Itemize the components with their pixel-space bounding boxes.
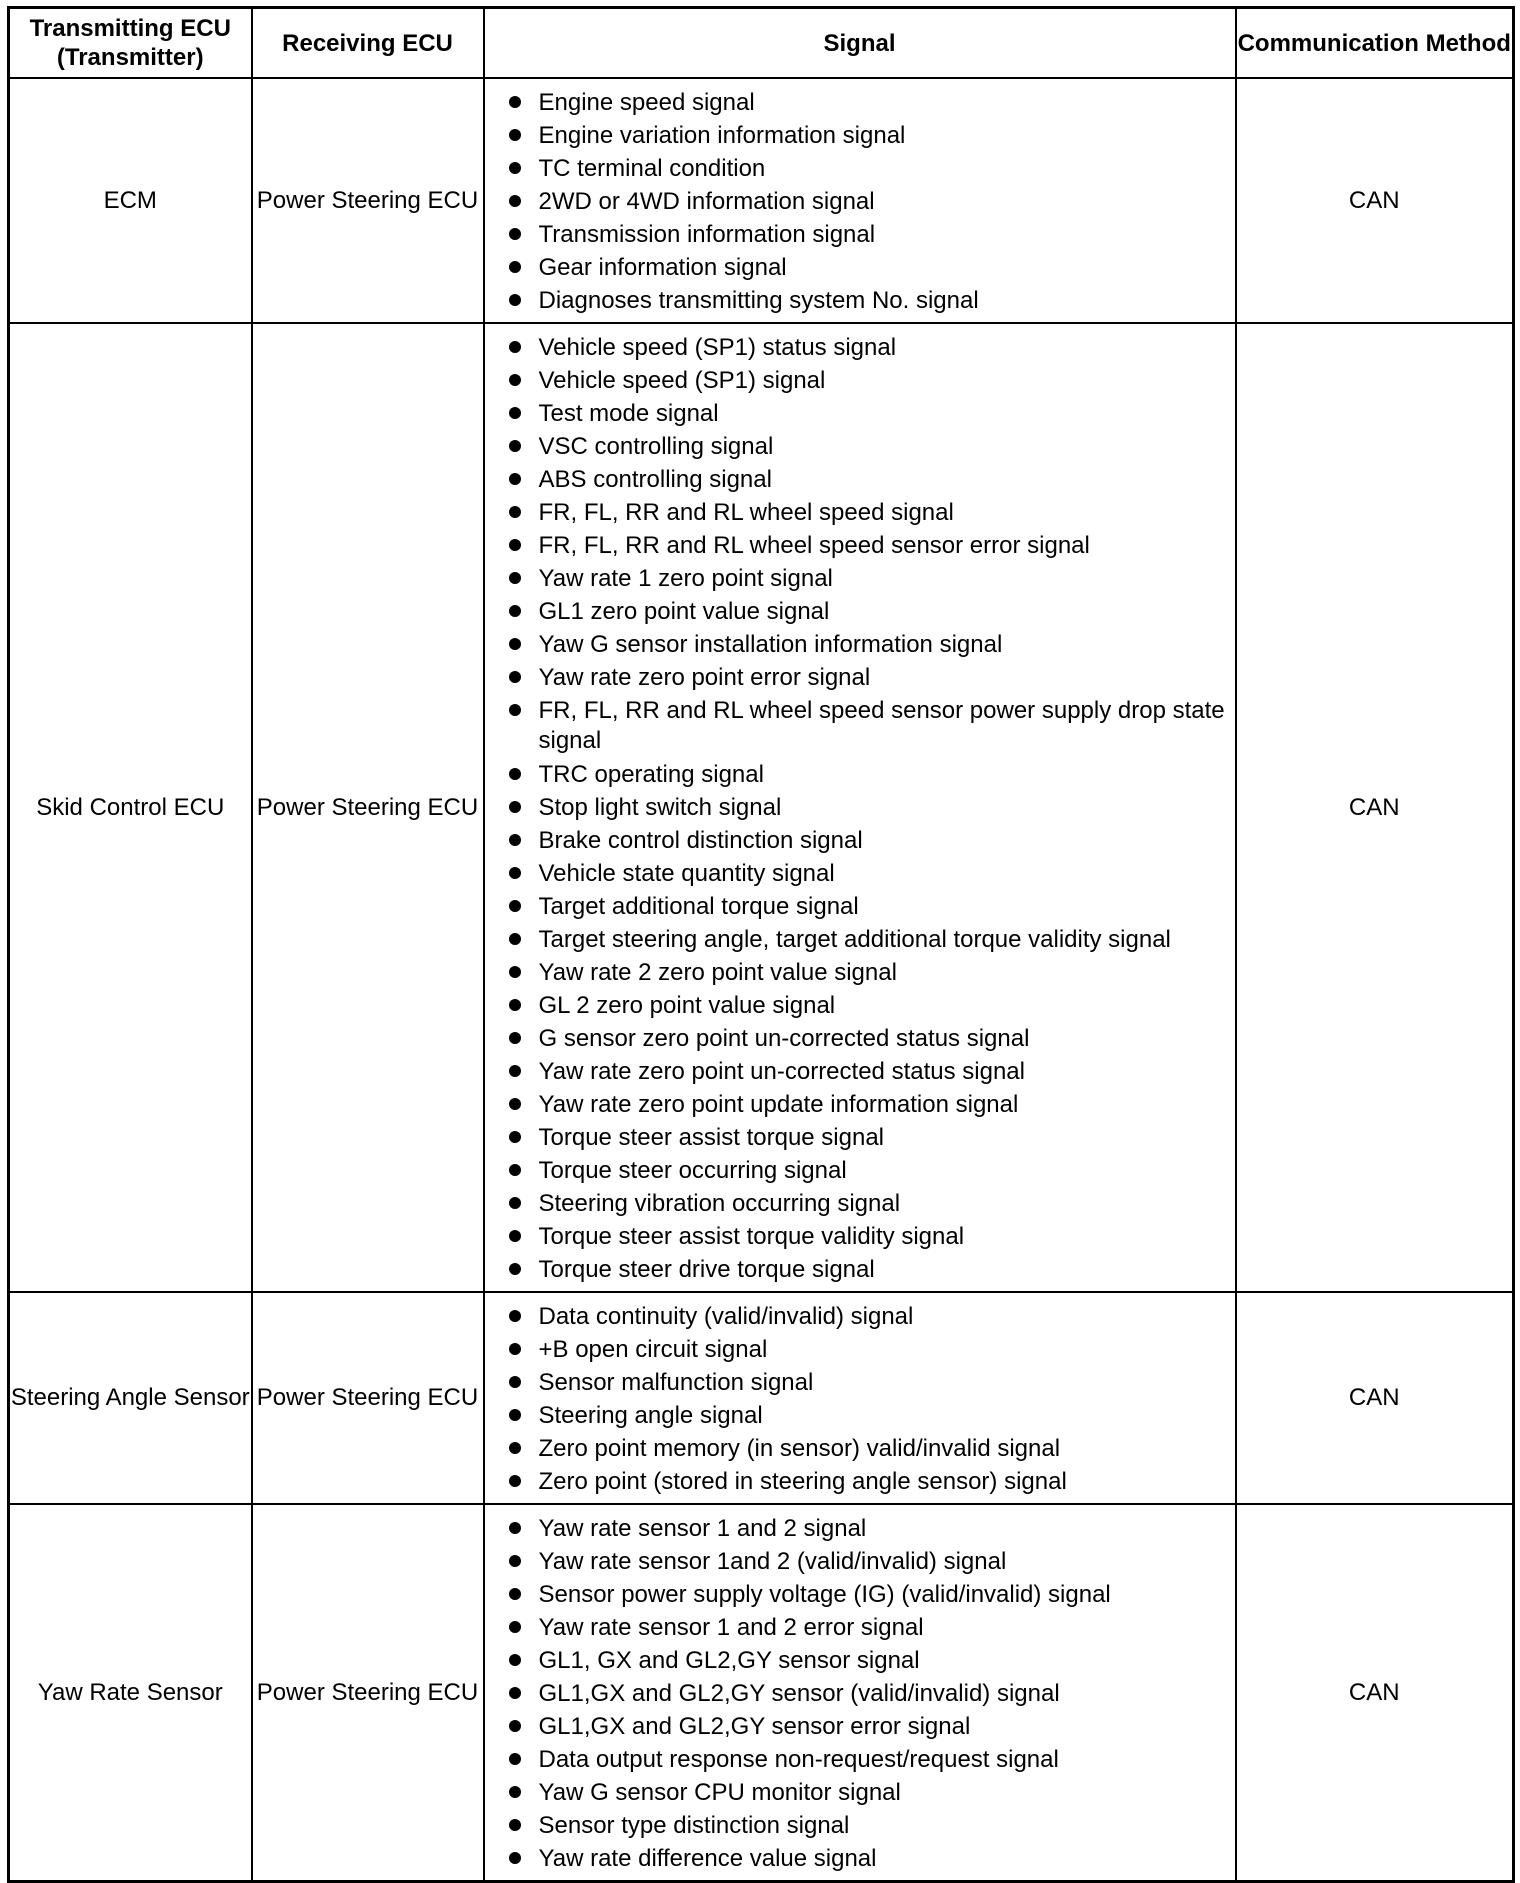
transmitter-cell: ECM [9, 78, 252, 323]
bullet-icon [509, 605, 521, 617]
table-row [9, 78, 1514, 323]
signal-text: Gear information signal [538, 254, 787, 281]
signal-text: Yaw rate difference value signal [538, 1845, 877, 1872]
bullet-icon [509, 1310, 521, 1322]
bullet-icon [509, 638, 521, 650]
list-item [509, 1611, 1227, 1644]
list-item [509, 628, 1227, 661]
bullet-icon [509, 294, 521, 306]
list-item [509, 529, 1227, 562]
signal-text: ABS controlling signal [538, 466, 772, 493]
transmitter-cell: Yaw Rate Sensor [9, 1504, 252, 1882]
list-item [509, 824, 1227, 857]
signal-text: Vehicle speed (SP1) signal [538, 367, 826, 394]
signal-text: FR, FL, RR and RL wheel speed signal [538, 499, 954, 526]
list-item [509, 758, 1227, 791]
signal-cell [484, 1504, 1236, 1882]
bullet-icon [509, 1376, 521, 1388]
signal-text: GL1,GX and GL2,GY sensor (valid/invalid) signal [538, 1680, 1060, 1707]
receiver-cell: Power Steering ECU [252, 1504, 484, 1882]
signal-text: Sensor type distinction signal [538, 1812, 850, 1839]
bullet-icon [509, 539, 521, 551]
list-item [509, 1432, 1227, 1465]
signal-text: GL1, GX and GL2,GY sensor signal [538, 1647, 920, 1674]
bullet-icon [509, 572, 521, 584]
list-item [509, 1677, 1227, 1710]
signal-list [485, 1505, 1235, 1880]
communication-table [7, 6, 1515, 1883]
signal-text: Yaw rate zero point error signal [538, 664, 871, 691]
method-cell: CAN [1236, 78, 1514, 323]
bullet-icon [509, 867, 521, 879]
bullet-icon [509, 129, 521, 141]
bullet-icon [509, 1164, 521, 1176]
list-item [509, 1187, 1227, 1220]
transmitter-cell: Skid Control ECU [9, 323, 252, 1292]
bullet-icon [509, 1197, 521, 1209]
bullet-icon [509, 801, 521, 813]
list-item [509, 1366, 1227, 1399]
bullet-icon [509, 768, 521, 780]
bullet-icon [509, 966, 521, 978]
list-item [509, 956, 1227, 989]
list-item [509, 218, 1227, 251]
signal-text: Zero point (stored in steering angle sensor) signal [538, 1468, 1067, 1495]
bullet-icon [509, 96, 521, 108]
signal-text: VSC controlling signal [538, 433, 774, 460]
bullet-icon [509, 407, 521, 419]
receiver-cell: Power Steering ECU [252, 1292, 484, 1504]
signal-list [485, 79, 1235, 322]
signal-text: Steering angle signal [538, 1402, 763, 1429]
list-item [509, 1842, 1227, 1875]
table-row [9, 1292, 1514, 1504]
list-item [509, 989, 1227, 1022]
signal-text: Torque steer occurring signal [538, 1157, 847, 1184]
list-item [509, 1121, 1227, 1154]
bullet-icon [509, 1753, 521, 1765]
list-item [509, 791, 1227, 824]
list-item [509, 1710, 1227, 1743]
list-item [509, 251, 1227, 284]
bullet-icon [509, 1263, 521, 1275]
signal-text: Stop light switch signal [538, 794, 782, 821]
bullet-icon [509, 1588, 521, 1600]
signal-text: Transmission information signal [538, 221, 876, 248]
bullet-icon [509, 1654, 521, 1666]
signal-text: FR, FL, RR and RL wheel speed sensor power supply drop state signal [538, 697, 1225, 754]
signal-text: Torque steer assist torque validity signal [538, 1223, 965, 1250]
bullet-icon [509, 1098, 521, 1110]
bullet-icon [509, 162, 521, 174]
list-item [509, 595, 1227, 628]
header-method: Communication Method [1236, 8, 1514, 79]
signal-text: Diagnoses transmitting system No. signal [538, 287, 979, 314]
signal-text: Sensor malfunction signal [538, 1369, 814, 1396]
signal-text: Yaw rate sensor 1 and 2 signal [538, 1515, 867, 1542]
receiver-cell: Power Steering ECU [252, 78, 484, 323]
list-item [509, 1055, 1227, 1088]
method-cell: CAN [1236, 1504, 1514, 1882]
signal-text: Target additional torque signal [538, 893, 859, 920]
header-signal: Signal [484, 8, 1236, 79]
bullet-icon [509, 1852, 521, 1864]
list-item [509, 1154, 1227, 1187]
list-item [509, 1333, 1227, 1366]
list-item [509, 1776, 1227, 1809]
signal-text: TC terminal condition [538, 155, 766, 182]
list-item [509, 923, 1227, 956]
list-item [509, 562, 1227, 595]
signal-text: Target steering angle, target additional torque validity signal [538, 926, 1171, 953]
list-item [509, 1809, 1227, 1842]
bullet-icon [509, 473, 521, 485]
signal-text: G sensor zero point un-corrected status signal [538, 1025, 1030, 1052]
bullet-icon [509, 1065, 521, 1077]
bullet-icon [509, 506, 521, 518]
list-item [509, 1578, 1227, 1611]
table-row [9, 1504, 1514, 1882]
header-row [9, 8, 1514, 79]
signal-text: FR, FL, RR and RL wheel speed sensor error signal [538, 532, 1090, 559]
bullet-icon [509, 1230, 521, 1242]
list-item [509, 1220, 1227, 1253]
signal-text: +B open circuit signal [538, 1336, 768, 1363]
list-item [509, 1644, 1227, 1677]
table-row [9, 323, 1514, 1292]
bullet-icon [509, 1786, 521, 1798]
list-item [509, 284, 1227, 317]
signal-text: GL1 zero point value signal [538, 598, 830, 625]
list-item [509, 694, 1227, 758]
transmitter-cell: Steering Angle Sensor [9, 1292, 252, 1504]
signal-text: GL1,GX and GL2,GY sensor error signal [538, 1713, 971, 1740]
list-item [509, 364, 1227, 397]
signal-text: Vehicle speed (SP1) status signal [538, 334, 897, 361]
signal-cell [484, 1292, 1236, 1504]
list-item [509, 185, 1227, 218]
signal-list [485, 324, 1235, 1291]
signal-list [485, 1293, 1235, 1503]
list-item [509, 857, 1227, 890]
signal-text: Yaw rate sensor 1 and 2 error signal [538, 1614, 924, 1641]
bullet-icon [509, 341, 521, 353]
signal-text: Brake control distinction signal [538, 827, 863, 854]
bullet-icon [509, 228, 521, 240]
signal-text: Zero point memory (in sensor) valid/invalid signal [538, 1435, 1061, 1462]
receiver-cell: Power Steering ECU [252, 323, 484, 1292]
bullet-icon [509, 261, 521, 273]
signal-text: TRC operating signal [538, 761, 764, 788]
signal-text: Yaw rate zero point update information signal [538, 1091, 1019, 1118]
bullet-icon [509, 1343, 521, 1355]
signal-text: Test mode signal [538, 400, 719, 427]
signal-text: Data continuity (valid/invalid) signal [538, 1303, 914, 1330]
list-item [509, 152, 1227, 185]
signal-text: Yaw rate 2 zero point value signal [538, 959, 897, 986]
bullet-icon [509, 1131, 521, 1143]
list-item [509, 1465, 1227, 1498]
list-item [509, 1088, 1227, 1121]
bullet-icon [509, 440, 521, 452]
list-item [509, 1022, 1227, 1055]
bullet-icon [509, 195, 521, 207]
signal-cell [484, 323, 1236, 1292]
signal-text: Vehicle state quantity signal [538, 860, 835, 887]
bullet-icon [509, 1555, 521, 1567]
signal-text: Engine speed signal [538, 89, 755, 116]
list-item [509, 119, 1227, 152]
list-item [509, 1399, 1227, 1432]
bullet-icon [509, 374, 521, 386]
signal-text: Yaw G sensor CPU monitor signal [538, 1779, 901, 1806]
method-cell: CAN [1236, 1292, 1514, 1504]
header-receiver: Receiving ECU [252, 8, 484, 79]
bullet-icon [509, 999, 521, 1011]
bullet-icon [509, 1409, 521, 1421]
list-item [509, 661, 1227, 694]
signal-text: 2WD or 4WD information signal [538, 188, 875, 215]
table-body [9, 78, 1514, 1882]
bullet-icon [509, 704, 521, 716]
signal-text: Yaw rate 1 zero point signal [538, 565, 833, 592]
signal-text: Steering vibration occurring signal [538, 1190, 901, 1217]
bullet-icon [509, 1032, 521, 1044]
bullet-icon [509, 900, 521, 912]
list-item [509, 463, 1227, 496]
signal-text: Engine variation information signal [538, 122, 906, 149]
bullet-icon [509, 1720, 521, 1732]
list-item [509, 1253, 1227, 1286]
signal-text: Torque steer assist torque signal [538, 1124, 885, 1151]
list-item [509, 1545, 1227, 1578]
bullet-icon [509, 1522, 521, 1534]
signal-text: Yaw rate sensor 1and 2 (valid/invalid) signal [538, 1548, 1007, 1575]
signal-text: Yaw G sensor installation information signal [538, 631, 1003, 658]
list-item [509, 86, 1227, 119]
signal-text: Torque steer drive torque signal [538, 1256, 875, 1283]
list-item [509, 1743, 1227, 1776]
bullet-icon [509, 1475, 521, 1487]
bullet-icon [509, 1819, 521, 1831]
bullet-icon [509, 933, 521, 945]
signal-text: GL 2 zero point value signal [538, 992, 836, 1019]
signal-cell [484, 78, 1236, 323]
list-item [509, 430, 1227, 463]
bullet-icon [509, 834, 521, 846]
list-item [509, 397, 1227, 430]
signal-text: Sensor power supply voltage (IG) (valid/invalid) signal [538, 1581, 1111, 1608]
list-item [509, 1512, 1227, 1545]
list-item [509, 1300, 1227, 1333]
method-cell: CAN [1236, 323, 1514, 1292]
signal-text: Data output response non-request/request signal [538, 1746, 1059, 1773]
list-item [509, 331, 1227, 364]
header-transmitter: Transmitting ECU (Transmitter) [9, 8, 252, 79]
bullet-icon [509, 1687, 521, 1699]
signal-text: Yaw rate zero point un-corrected status signal [538, 1058, 1025, 1085]
list-item [509, 890, 1227, 923]
bullet-icon [509, 1442, 521, 1454]
bullet-icon [509, 1621, 521, 1633]
bullet-icon [509, 671, 521, 683]
list-item [509, 496, 1227, 529]
